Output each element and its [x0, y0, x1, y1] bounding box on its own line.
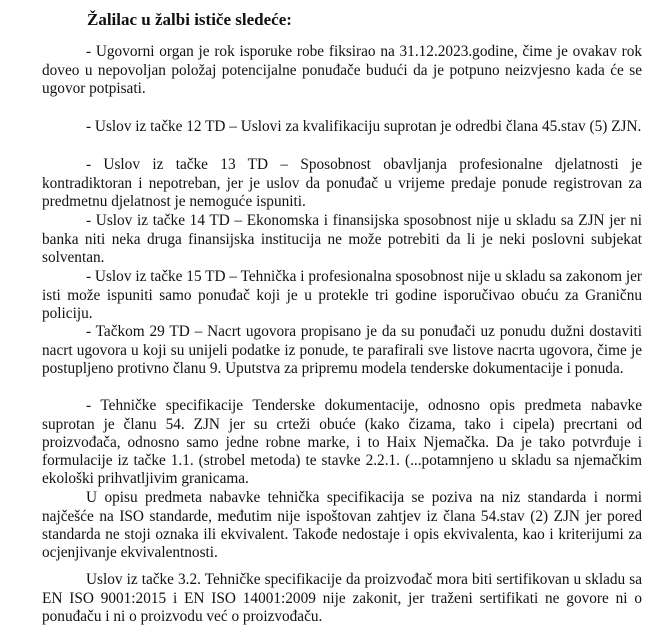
paragraph-condition-14: - Uslov iz tačke 14 TD – Ekonomska i finansijska sposobnost nije u skladu sa ZJN jer ni banka niti neka druga finansijska institucija ne može potrebiti da li je neki poslovni subjekat solventan. — [42, 212, 642, 266]
paragraph-certification: Uslov iz tačke 3.2. Tehničke specifikacije da proizvođač mora biti sertifikovan u skladu sa EN ISO 9001:2015 i EN ISO 14001:2009 nije zakonit, jer traženi sertifikati ne govore ni o ponuđaču i ni o proizvodu već o proizvođaču. — [42, 571, 642, 625]
paragraph-condition-12: - Uslov iz tačke 12 TD – Uslovi za kvalifikaciju suprotan je odredbi člana 45.stav (5) ZJN. — [86, 118, 642, 136]
document-heading: Žalilac u žalbi ističe sledeće: — [87, 10, 292, 29]
paragraph-delivery-deadline: - Ugovorni organ je rok isporuke robe fiksirao na 31.12.2023.godine, čime je ovakav rok doveo u nepovoljan položaj potencijalne ponuđače budući da je potpuno neizvjesno kada će se ugovor potpisati. — [42, 43, 642, 97]
paragraph-condition-15: - Uslov iz tačke 15 TD – Tehnička i profesionalna sposobnost nije u skladu sa zakonom jer isti može ispuniti samo ponuđač koji je u protekle tri godine isporučivao obuću za Graničnu policiju. — [42, 268, 642, 322]
paragraph-condition-13: - Uslov iz tačke 13 TD – Sposobnost obavljanja profesionalne djelatnosti je kontradiktoran i nepotreban, jer je uslov da ponuđač u vrijeme predaje ponude registrovan za predmetnu djelatnost je nemoguće ispuniti. — [42, 156, 642, 210]
paragraph-item-29: - Tačkom 29 TD – Nacrt ugovora propisano je da su ponuđači uz ponudu dužni dostaviti nacrt ugovora u koji su unijeli podatke iz ponude, te parafirali sve listove nacrta ugovora, čime je postupljeno protivno članu 9. Uputstva za pripremu modela tenderske dokumentacije i ponuda. — [42, 323, 642, 377]
paragraph-iso-standards: U opisu predmeta nabavke tehnička specifikacija se poziva na niz standarda i normi najčešće na ISO standarde, međutim nije ispoštovan zahtjev iz člana 54.stav (2) ZJN jer pored standarda ne stoji oznaka ili ekvivalent. Takođe nedostaje i opis ekvivalenta, kao i kriterijumi za ocjenjivanje ekvivalentnosti. — [42, 489, 642, 561]
paragraph-technical-specifications: - Tehničke specifikacije Tenderske dokumentacije, odnosno opis predmeta nabavke suprotan je članu 54. ZJN jer su crteži obuće (kako čizama, tako i cipela) precrtani od proizvođača, odnosno samo jedne robne marke, i to Haix Njemačka. Da je tako potvrđuje i formulacije iz tačke 1.1. (strobel metoda) te stavke 2.2.1. (...potamnjeno u skladu sa njemačkim ekološki prihvatljivim granicama. — [42, 397, 642, 488]
